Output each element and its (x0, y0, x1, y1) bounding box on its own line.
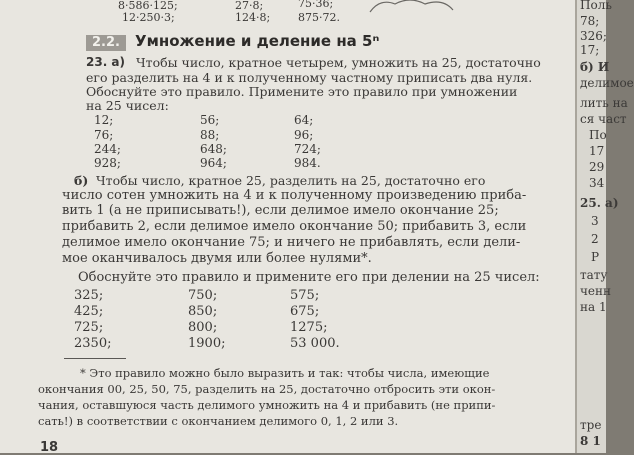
number-item: 244; (94, 142, 121, 156)
instruction-text: Обоснуйте это правило и примените его при делении на 25 чисел: (78, 270, 540, 285)
problem-label: б) (74, 173, 89, 188)
number-item: 56; (200, 113, 220, 127)
adjacent-page-text: 34 (589, 176, 605, 190)
problem-text-line: на 25 чисел: (86, 98, 169, 113)
number-item: 76; (94, 128, 114, 142)
footnote-separator (64, 358, 126, 359)
adjacent-page-text: 8 1 (580, 434, 601, 448)
problem-text-line: Чтобы число, кратное четырем, умножить на 25, достаточно (136, 55, 541, 70)
number-item: 425; (74, 304, 104, 319)
adjacent-page-text: ченн (580, 284, 612, 298)
adjacent-page-text: По (589, 128, 607, 142)
adjacent-page-text: 17 (589, 144, 605, 158)
number-item: 2350; (74, 336, 112, 351)
problem-text-line: делимое имело окончание 75; и ничего не прибавлять, если дели- (62, 235, 521, 250)
number-item: 725; (74, 320, 104, 335)
number-item: 96; (294, 128, 314, 142)
cloud-decoration (365, 0, 460, 18)
problem-text-line: вить 1 (а не приписывать!), если делимое имело окончание 25; (62, 203, 499, 218)
number-item: 12; (94, 113, 114, 127)
section-number: 2.2. (86, 35, 126, 51)
footnote-line: чания, оставшуюся часть делимого умножить на 4 и прибавить (не припи- (38, 398, 496, 412)
problem-text-line: Обоснуйте это правило. Примените это правило при умножении (86, 84, 518, 99)
top-expression: 75·36; (298, 0, 334, 10)
number-item: 325; (74, 288, 104, 303)
number-item: 53 000. (290, 336, 340, 351)
problem-text-line: его разделить на 4 и к полученному частному приписать два нуля. (86, 70, 533, 85)
adjacent-page (575, 0, 634, 453)
adjacent-page-text: 29 (589, 160, 605, 174)
number-item: 800; (188, 320, 218, 335)
number-item: 750; (188, 288, 218, 303)
problem-text-line: мое оканчивалось двумя или более нулями*. (62, 251, 372, 266)
adjacent-page-text: тату (580, 268, 608, 282)
adjacent-page-text: 3 (591, 214, 599, 228)
adjacent-page-text: Поль (580, 0, 612, 12)
footnote-line: сать!) в соответствии с окончанием делимого 0, 1, 2 или 3. (38, 414, 399, 428)
number-item: 575; (290, 288, 320, 303)
number-item: 984. (294, 156, 321, 170)
adjacent-page-text: ся част (580, 112, 627, 126)
problem-text-line: прибавить 2, если делимое имело окончание 50; прибавить 3, если (62, 219, 527, 234)
adjacent-page-text: тре (580, 418, 602, 432)
top-expression: 27·8; (235, 0, 264, 12)
number-item: 1900; (188, 336, 226, 351)
number-item: 1275; (290, 320, 328, 335)
number-item: 648; (200, 142, 227, 156)
adjacent-page-text: 326; (580, 29, 607, 43)
section-title: Умножение и деление на 5ⁿ (135, 32, 380, 50)
problem-text-line: число сотен умножить на 4 и к полученному произведению приба- (62, 188, 527, 203)
footnote-line: окончания 00, 25, 50, 75, разделить на 25, достаточно отбросить эти окон- (38, 382, 496, 396)
number-item: 928; (94, 156, 121, 170)
adjacent-page-text: б) И (580, 60, 610, 74)
top-expression: 12·250·3; (122, 11, 175, 24)
top-expression: 8·586·125; (118, 0, 178, 12)
footnote-line: * Это правило можно было выразить и так: чтобы числа, имеющие (80, 366, 490, 380)
adjacent-page-text: 78; (580, 14, 600, 28)
top-expression: 875·72. (298, 11, 340, 24)
adjacent-page-text: 17; (580, 43, 600, 57)
adjacent-page-text: 25. а) (580, 196, 619, 210)
page-number: 18 (40, 440, 59, 455)
adjacent-page-text: на 1 (580, 300, 607, 314)
number-item: 675; (290, 304, 320, 319)
adjacent-page-text: лить на (580, 96, 628, 110)
number-item: 64; (294, 113, 314, 127)
problem-label: 23. а) (86, 55, 126, 69)
number-item: 850; (188, 304, 218, 319)
number-item: 88; (200, 128, 220, 142)
number-item: 964; (200, 156, 227, 170)
adjacent-page-text: Р (591, 250, 600, 264)
number-item: 724; (294, 142, 321, 156)
problem-text-line: Чтобы число, кратное 25, разделить на 25, достаточно его (96, 173, 486, 188)
top-expression: 124·8; (235, 11, 271, 24)
adjacent-page-text: делимое (580, 76, 634, 90)
adjacent-page-text: 2 (591, 232, 599, 246)
